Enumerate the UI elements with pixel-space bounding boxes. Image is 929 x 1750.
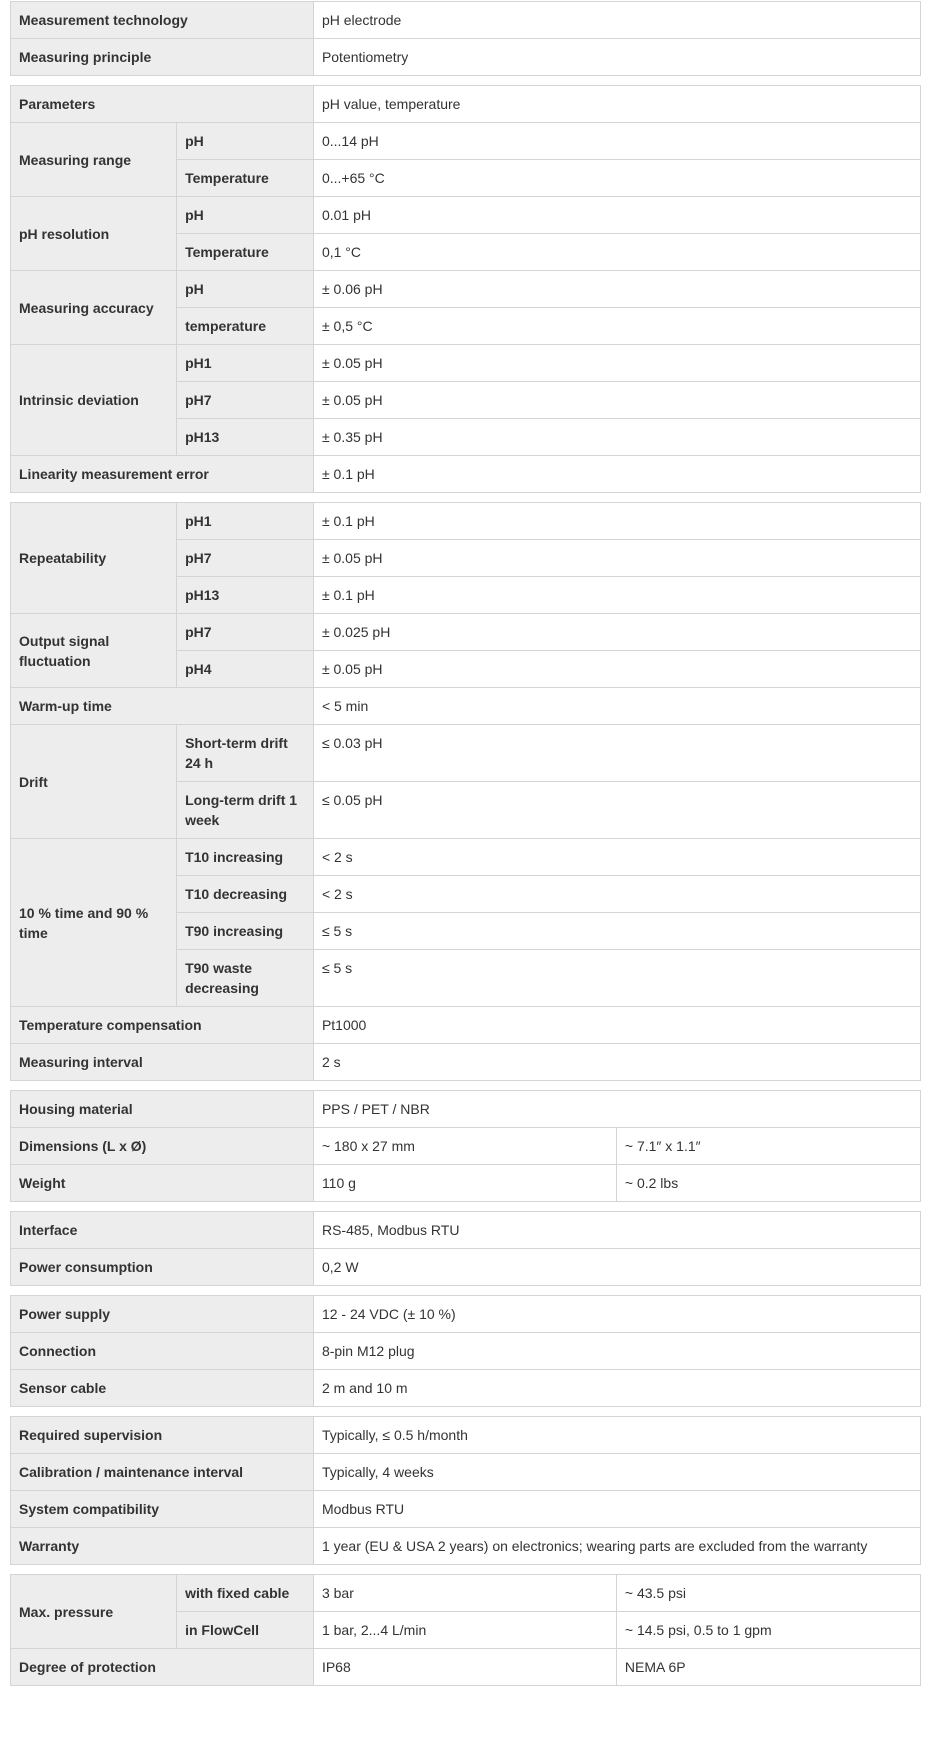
row-label-warranty: Warranty bbox=[11, 1528, 314, 1565]
row-value-imperial: ~ 43.5 psi bbox=[616, 1575, 920, 1612]
row-value: 0,2 W bbox=[313, 1249, 920, 1286]
table-row bbox=[11, 456, 921, 493]
table-row bbox=[11, 345, 921, 382]
row-sublabel: pH7 bbox=[177, 614, 314, 651]
table-row bbox=[11, 1575, 921, 1612]
row-value: 110 g bbox=[313, 1165, 616, 1202]
row-label-power-supply: Power supply bbox=[11, 1296, 314, 1333]
spec-table-8 bbox=[10, 1574, 921, 1686]
row-sublabel: Temperature bbox=[177, 160, 314, 197]
row-label-measuring-range: Measuring range bbox=[11, 123, 177, 197]
row-label-dimensions-l-x: Dimensions (L x Ø) bbox=[11, 1128, 314, 1165]
row-label-measuring-interval: Measuring interval bbox=[11, 1044, 314, 1081]
row-value: ± 0.025 pH bbox=[313, 614, 920, 651]
spec-table-2 bbox=[10, 85, 921, 493]
row-label-required-supervision: Required supervision bbox=[11, 1417, 314, 1454]
row-sublabel: pH13 bbox=[177, 577, 314, 614]
table-row bbox=[11, 1370, 921, 1407]
row-sublabel: temperature bbox=[177, 308, 314, 345]
table-row bbox=[11, 1007, 921, 1044]
row-value: 8-pin M12 plug bbox=[313, 1333, 920, 1370]
row-sublabel: pH13 bbox=[177, 419, 314, 456]
row-label-warm-up-time: Warm-up time bbox=[11, 688, 314, 725]
row-sublabel: pH bbox=[177, 123, 314, 160]
row-sublabel: pH7 bbox=[177, 540, 314, 577]
row-sublabel: T10 decreasing bbox=[177, 876, 314, 913]
row-label-power-consumption: Power consumption bbox=[11, 1249, 314, 1286]
row-value: 3 bar bbox=[313, 1575, 616, 1612]
row-value-imperial: NEMA 6P bbox=[616, 1649, 920, 1686]
table-row bbox=[11, 1333, 921, 1370]
row-value: < 2 s bbox=[313, 839, 920, 876]
spec-table-4 bbox=[10, 1090, 921, 1202]
row-value: ± 0.1 pH bbox=[313, 503, 920, 540]
row-value: 0...14 pH bbox=[313, 123, 920, 160]
table-row bbox=[11, 1165, 921, 1202]
table-row bbox=[11, 39, 921, 76]
row-value: ± 0.05 pH bbox=[313, 540, 920, 577]
row-label-degree-of-protection: Degree of protection bbox=[11, 1649, 314, 1686]
row-value-imperial: ~ 7.1″ x 1.1″ bbox=[616, 1128, 920, 1165]
row-label-system-compatibility: System compatibility bbox=[11, 1491, 314, 1528]
row-value: ± 0.05 pH bbox=[313, 651, 920, 688]
row-value: < 2 s bbox=[313, 876, 920, 913]
row-sublabel: pH bbox=[177, 271, 314, 308]
row-value: 0,1 °C bbox=[313, 234, 920, 271]
row-value: < 5 min bbox=[313, 688, 920, 725]
row-value: 2 m and 10 m bbox=[313, 1370, 920, 1407]
spec-table-7 bbox=[10, 1416, 921, 1565]
row-label-repeatability: Repeatability bbox=[11, 503, 177, 614]
row-sublabel: pH7 bbox=[177, 382, 314, 419]
row-value: Typically, ≤ 0.5 h/month bbox=[313, 1417, 920, 1454]
row-value: Modbus RTU bbox=[313, 1491, 920, 1528]
table-row bbox=[11, 503, 921, 540]
row-label-max-pressure: Max. pressure bbox=[11, 1575, 177, 1649]
row-value: ± 0.35 pH bbox=[313, 419, 920, 456]
row-value: 0...+65 °C bbox=[313, 160, 920, 197]
row-label-10-time-and-90-time: 10 % time and 90 % time bbox=[11, 839, 177, 1007]
row-sublabel: pH1 bbox=[177, 503, 314, 540]
row-label-measurement-technology: Measurement technology bbox=[11, 2, 314, 39]
table-row bbox=[11, 1044, 921, 1081]
row-value: IP68 bbox=[313, 1649, 616, 1686]
row-label-housing-material: Housing material bbox=[11, 1091, 314, 1128]
row-label-ph-resolution: pH resolution bbox=[11, 197, 177, 271]
row-sublabel: T10 increasing bbox=[177, 839, 314, 876]
table-row bbox=[11, 1491, 921, 1528]
row-label-measuring-principle: Measuring principle bbox=[11, 39, 314, 76]
row-sublabel: Long-term drift 1 week bbox=[177, 782, 314, 839]
table-row bbox=[11, 1128, 921, 1165]
row-value-imperial: ~ 14.5 psi, 0.5 to 1 gpm bbox=[616, 1612, 920, 1649]
row-label-weight: Weight bbox=[11, 1165, 314, 1202]
row-sublabel: pH1 bbox=[177, 345, 314, 382]
row-label-sensor-cable: Sensor cable bbox=[11, 1370, 314, 1407]
table-row bbox=[11, 1249, 921, 1286]
row-value: ± 0.06 pH bbox=[313, 271, 920, 308]
row-label-parameters: Parameters bbox=[11, 86, 314, 123]
row-value: ~ 180 x 27 mm bbox=[313, 1128, 616, 1165]
row-value: 0.01 pH bbox=[313, 197, 920, 234]
table-row bbox=[11, 1091, 921, 1128]
row-sublabel: T90 increasing bbox=[177, 913, 314, 950]
row-value: 1 bar, 2...4 L/min bbox=[313, 1612, 616, 1649]
table-row bbox=[11, 86, 921, 123]
row-label-interface: Interface bbox=[11, 1212, 314, 1249]
spec-table-1 bbox=[10, 1, 921, 76]
spec-table-6 bbox=[10, 1295, 921, 1407]
spec-table-3 bbox=[10, 502, 921, 1081]
table-row bbox=[11, 725, 921, 782]
row-label-output-signal-fluctuation: Output signal fluctuation bbox=[11, 614, 177, 688]
table-row bbox=[11, 1417, 921, 1454]
row-label-connection: Connection bbox=[11, 1333, 314, 1370]
table-row bbox=[11, 688, 921, 725]
row-sublabel: Short-term drift 24 h bbox=[177, 725, 314, 782]
table-row bbox=[11, 1212, 921, 1249]
row-value: ≤ 0.05 pH bbox=[313, 782, 920, 839]
row-value: 2 s bbox=[313, 1044, 920, 1081]
table-row bbox=[11, 123, 921, 160]
table-row bbox=[11, 197, 921, 234]
table-row bbox=[11, 2, 921, 39]
row-sublabel: Temperature bbox=[177, 234, 314, 271]
table-row bbox=[11, 614, 921, 651]
row-value: ≤ 0.03 pH bbox=[313, 725, 920, 782]
table-row bbox=[11, 839, 921, 876]
row-label-linearity-measurement-error: Linearity measurement error bbox=[11, 456, 314, 493]
row-sublabel: pH4 bbox=[177, 651, 314, 688]
row-value: 12 - 24 VDC (± 10 %) bbox=[313, 1296, 920, 1333]
row-value: Potentiometry bbox=[313, 39, 920, 76]
row-label-calibration-maintenance-interval: Calibration / maintenance interval bbox=[11, 1454, 314, 1491]
row-value: RS-485, Modbus RTU bbox=[313, 1212, 920, 1249]
row-value: ± 0.1 pH bbox=[313, 456, 920, 493]
table-row bbox=[11, 1649, 921, 1686]
row-value: PPS / PET / NBR bbox=[313, 1091, 920, 1128]
table-row bbox=[11, 1528, 921, 1565]
row-value: ± 0,5 °C bbox=[313, 308, 920, 345]
row-label-intrinsic-deviation: Intrinsic deviation bbox=[11, 345, 177, 456]
row-value: pH value, temperature bbox=[313, 86, 920, 123]
row-sublabel: in FlowCell bbox=[177, 1612, 314, 1649]
row-sublabel: with fixed cable bbox=[177, 1575, 314, 1612]
row-value: ± 0.1 pH bbox=[313, 577, 920, 614]
table-row bbox=[11, 1454, 921, 1491]
row-value: pH electrode bbox=[313, 2, 920, 39]
row-value: Typically, 4 weeks bbox=[313, 1454, 920, 1491]
row-value: Pt1000 bbox=[313, 1007, 920, 1044]
row-label-temperature-compensation: Temperature compensation bbox=[11, 1007, 314, 1044]
row-value: 1 year (EU & USA 2 years) on electronics; wearing parts are excluded from the warranty bbox=[313, 1528, 920, 1565]
row-value: ≤ 5 s bbox=[313, 950, 920, 1007]
table-row bbox=[11, 1296, 921, 1333]
row-sublabel: T90 waste decreasing bbox=[177, 950, 314, 1007]
row-label-measuring-accuracy: Measuring accuracy bbox=[11, 271, 177, 345]
row-value-imperial: ~ 0.2 lbs bbox=[616, 1165, 920, 1202]
table-row bbox=[11, 271, 921, 308]
spec-table-5 bbox=[10, 1211, 921, 1286]
row-label-drift: Drift bbox=[11, 725, 177, 839]
row-sublabel: pH bbox=[177, 197, 314, 234]
row-value: ≤ 5 s bbox=[313, 913, 920, 950]
row-value: ± 0.05 pH bbox=[313, 345, 920, 382]
row-value: ± 0.05 pH bbox=[313, 382, 920, 419]
